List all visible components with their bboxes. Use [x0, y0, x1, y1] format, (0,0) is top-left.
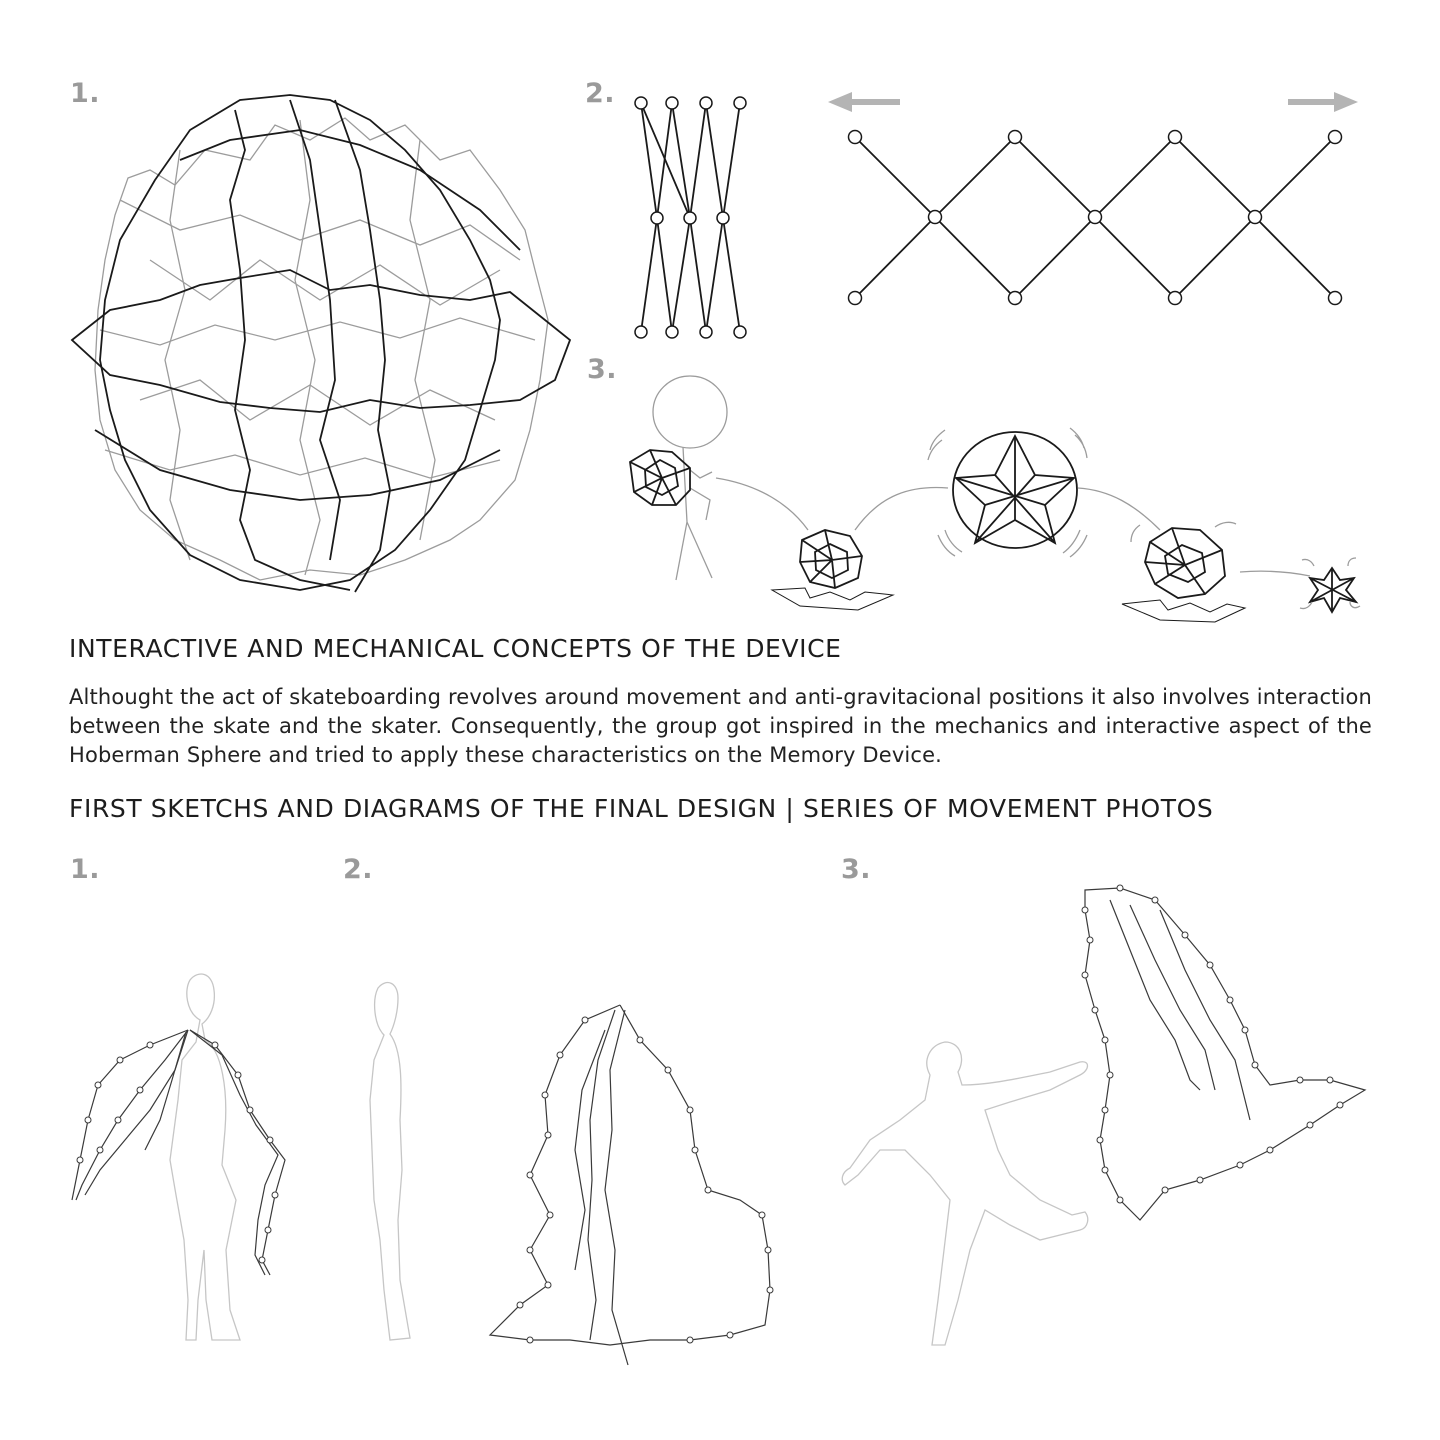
- section-title-sketches: FIRST SKETCHS AND DIAGRAMS OF THE FINAL DESIGN | SERIES OF MOVEMENT PHOTOS: [69, 794, 1214, 823]
- figure-1-silhouette: [170, 974, 240, 1340]
- figure-1-structure: [72, 1030, 285, 1275]
- section-title-concepts: INTERACTIVE AND MECHANICAL CONCEPTS OF THE DEVICE: [69, 634, 842, 663]
- photo-number-2: 2.: [343, 854, 374, 885]
- photo-number-1: 1.: [70, 854, 101, 885]
- diagram-number-1: 1.: [70, 78, 101, 109]
- diagram-number-3: 3.: [587, 354, 618, 385]
- diagram-number-2: 2.: [585, 78, 616, 109]
- figure-2-structure: [490, 1005, 770, 1365]
- concepts-paragraph: Althought the act of skateboarding revolves around movement and anti-gravitacional positions it also involves interaction between the skate and the skater. Consequently, the group got inspired in the mechanics and interactive aspect of the Hoberman Sphere and tried to apply these characteristics on the Memory Device.: [69, 685, 1372, 767]
- figure-3-silhouette: [842, 1042, 1087, 1345]
- figure-2-silhouette: [370, 983, 410, 1340]
- figure-3-structure: [1085, 888, 1365, 1220]
- photo-number-3: 3.: [841, 854, 872, 885]
